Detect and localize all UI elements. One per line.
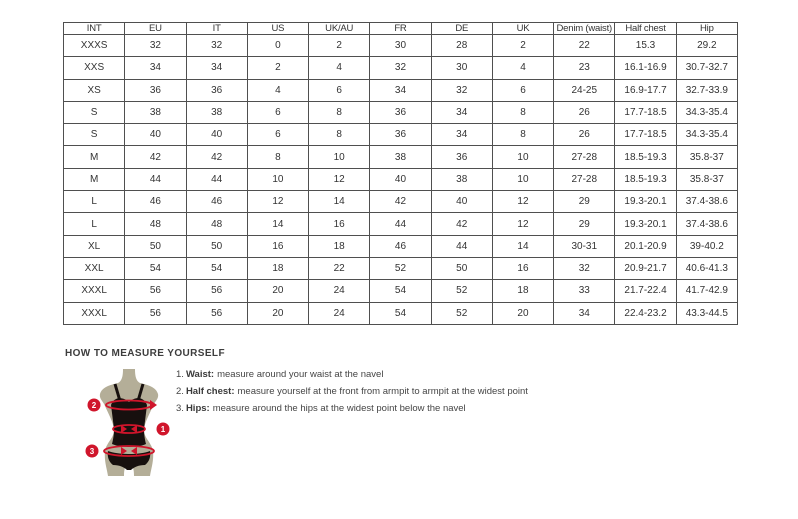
table-header-cell: EU [125, 23, 186, 35]
swimsuit-top-shape [111, 398, 147, 447]
table-cell: 30 [431, 57, 492, 79]
table-cell: 12 [492, 191, 553, 213]
table-cell: 8 [247, 146, 308, 168]
table-cell: 12 [492, 213, 553, 235]
table-cell: 14 [247, 213, 308, 235]
table-cell: 54 [370, 280, 431, 302]
table-cell: 34 [554, 302, 615, 324]
table-cell: 22.4-23.2 [615, 302, 676, 324]
table-cell: 38 [370, 146, 431, 168]
table-cell: 32 [186, 35, 247, 57]
table-cell: 36 [370, 124, 431, 146]
table-cell: 40 [186, 124, 247, 146]
table-cell: 34 [186, 57, 247, 79]
table-cell: 16.1-16.9 [615, 57, 676, 79]
table-cell: 2 [247, 57, 308, 79]
table-cell: S [64, 124, 125, 146]
table-cell: 6 [492, 79, 553, 101]
table-cell: 32 [554, 257, 615, 279]
step-text: measure around the hips at the widest point below the navel [212, 403, 466, 414]
table-cell: 38 [125, 101, 186, 123]
table-cell: 18.5-19.3 [615, 168, 676, 190]
table-header-row [64, 23, 738, 35]
table-cell: 4 [492, 57, 553, 79]
table-cell: 37.4-38.6 [676, 213, 737, 235]
table-cell: 10 [492, 168, 553, 190]
table-cell: 16 [247, 235, 308, 257]
table-row [64, 280, 738, 302]
table-cell: 12 [309, 168, 370, 190]
table-cell: 52 [431, 280, 492, 302]
table-cell: 29.2 [676, 35, 737, 57]
table-cell: 34 [431, 124, 492, 146]
table-cell: 6 [247, 124, 308, 146]
table-cell: 10 [309, 146, 370, 168]
table-cell: 52 [370, 257, 431, 279]
marker-number-chest: 2 [91, 401, 97, 410]
table-cell: 32 [431, 79, 492, 101]
table-cell: 38 [431, 168, 492, 190]
table-cell: 10 [492, 146, 553, 168]
table-cell: 29 [554, 213, 615, 235]
table-cell: 19.3-20.1 [615, 213, 676, 235]
table-cell: 43.3-44.5 [676, 302, 737, 324]
table-cell: 18 [309, 235, 370, 257]
step-number: 2. [176, 386, 184, 397]
table-cell: 40 [431, 191, 492, 213]
table-header-cell: Hip [676, 23, 737, 35]
measure-section-title: HOW TO MEASURE YOURSELF [65, 348, 225, 359]
step-text: measure around your waist at the navel [217, 369, 384, 380]
table-cell: 44 [125, 168, 186, 190]
table-cell: 29 [554, 191, 615, 213]
table-row [64, 101, 738, 123]
table-cell: 30.7-32.7 [676, 57, 737, 79]
table-cell: 27-28 [554, 146, 615, 168]
table-cell: 26 [554, 101, 615, 123]
table-cell: 24 [309, 280, 370, 302]
table-cell: 40 [125, 124, 186, 146]
table-row [64, 124, 738, 146]
table-header-cell: US [247, 23, 308, 35]
table-cell: 30 [370, 35, 431, 57]
table-cell: 18.5-19.3 [615, 146, 676, 168]
table-cell: XXS [64, 57, 125, 79]
table-cell: 38 [186, 101, 247, 123]
table-cell: M [64, 168, 125, 190]
table-cell: 14 [309, 191, 370, 213]
table-row [64, 191, 738, 213]
size-table-header [64, 23, 738, 35]
table-row [64, 35, 738, 57]
table-cell: 26 [554, 124, 615, 146]
step-label: Half chest: [185, 386, 235, 397]
table-cell: 16.9-17.7 [615, 79, 676, 101]
table-cell: 40.6-41.3 [676, 257, 737, 279]
table-cell: 34.3-35.4 [676, 101, 737, 123]
table-cell: 17.7-18.5 [615, 124, 676, 146]
table-cell: 48 [125, 213, 186, 235]
table-cell: 39-40.2 [676, 235, 737, 257]
table-cell: 2 [492, 35, 553, 57]
table-cell: 44 [370, 213, 431, 235]
table-cell: 8 [492, 101, 553, 123]
table-cell: 20 [247, 302, 308, 324]
table-cell: 50 [125, 235, 186, 257]
table-cell: 36 [186, 79, 247, 101]
table-cell: 33 [554, 280, 615, 302]
table-cell: 34 [125, 57, 186, 79]
table-cell: 15.3 [615, 35, 676, 57]
step-number: 1. [176, 369, 184, 380]
table-header-cell: IT [186, 23, 247, 35]
table-cell: XXXS [64, 35, 125, 57]
table-cell: 56 [125, 280, 186, 302]
table-header-cell: UK/AU [309, 23, 370, 35]
table-cell: 16 [492, 257, 553, 279]
table-cell: 32 [370, 57, 431, 79]
table-row [64, 257, 738, 279]
table-cell: 42 [370, 191, 431, 213]
marker-number-waist: 1 [160, 425, 166, 434]
marker-number-hips: 3 [89, 447, 95, 456]
table-cell: 6 [247, 101, 308, 123]
table-header-cell: UK [492, 23, 553, 35]
table-header-cell: FR [370, 23, 431, 35]
table-cell: 17.7-18.5 [615, 101, 676, 123]
table-cell: 6 [309, 79, 370, 101]
table-cell: 20.9-21.7 [615, 257, 676, 279]
measure-step-hips [176, 404, 596, 414]
table-cell: 32 [125, 35, 186, 57]
size-table-body [64, 35, 738, 325]
table-cell: XXXL [64, 280, 125, 302]
table-header-cell: Denim (waist) [554, 23, 615, 35]
table-cell: 54 [125, 257, 186, 279]
table-cell: 40 [370, 168, 431, 190]
table-header-cell: Half chest [615, 23, 676, 35]
measure-instructions [176, 370, 596, 421]
table-cell: 56 [186, 280, 247, 302]
measure-step-half-chest [176, 387, 596, 397]
table-cell: 46 [370, 235, 431, 257]
table-cell: 24 [309, 302, 370, 324]
table-cell: 56 [186, 302, 247, 324]
table-row [64, 168, 738, 190]
table-cell: 41.7-42.9 [676, 280, 737, 302]
step-label: Waist: [185, 369, 215, 380]
table-cell: 52 [431, 302, 492, 324]
table-cell: 56 [125, 302, 186, 324]
table-cell: 54 [370, 302, 431, 324]
table-cell: 12 [247, 191, 308, 213]
table-cell: 10 [247, 168, 308, 190]
table-cell: 8 [309, 101, 370, 123]
table-cell: XXL [64, 257, 125, 279]
table-cell: 24-25 [554, 79, 615, 101]
table-cell: 4 [309, 57, 370, 79]
table-cell: 4 [247, 79, 308, 101]
table-cell: 14 [492, 235, 553, 257]
table-cell: 2 [309, 35, 370, 57]
step-number: 3. [176, 403, 184, 414]
table-cell: XS [64, 79, 125, 101]
size-conversion-table [63, 22, 738, 325]
table-cell: 28 [431, 35, 492, 57]
table-cell: S [64, 101, 125, 123]
table-cell: 36 [125, 79, 186, 101]
table-row [64, 57, 738, 79]
table-cell: 34.3-35.4 [676, 124, 737, 146]
table-cell: 35.8-37 [676, 146, 737, 168]
table-cell: 35.8-37 [676, 168, 737, 190]
table-cell: 22 [554, 35, 615, 57]
table-cell: 16 [309, 213, 370, 235]
table-row [64, 79, 738, 101]
table-cell: 48 [186, 213, 247, 235]
table-cell: 34 [431, 101, 492, 123]
table-cell: 20.1-20.9 [615, 235, 676, 257]
table-cell: 8 [492, 124, 553, 146]
table-cell: 19.3-20.1 [615, 191, 676, 213]
table-cell: 44 [186, 168, 247, 190]
measurement-diagram [78, 366, 182, 482]
table-cell: 37.4-38.6 [676, 191, 737, 213]
table-cell: 46 [125, 191, 186, 213]
table-cell: 36 [370, 101, 431, 123]
table-cell: 20 [492, 302, 553, 324]
table-cell: 34 [370, 79, 431, 101]
table-row [64, 146, 738, 168]
table-cell: 21.7-22.4 [615, 280, 676, 302]
table-cell: XL [64, 235, 125, 257]
table-cell: 32.7-33.9 [676, 79, 737, 101]
table-cell: 0 [247, 35, 308, 57]
table-cell: 23 [554, 57, 615, 79]
table-cell: M [64, 146, 125, 168]
step-text: measure yourself at the front from armpit to armpit at the widest point [237, 386, 528, 397]
table-cell: 36 [431, 146, 492, 168]
table-cell: 18 [247, 257, 308, 279]
table-cell: 42 [125, 146, 186, 168]
measure-step-waist [176, 370, 596, 380]
table-cell: 42 [186, 146, 247, 168]
table-cell: 8 [309, 124, 370, 146]
table-cell: 22 [309, 257, 370, 279]
table-cell: 50 [431, 257, 492, 279]
table-cell: 27-28 [554, 168, 615, 190]
table-cell: 50 [186, 235, 247, 257]
table-cell: 18 [492, 280, 553, 302]
table-cell: 20 [247, 280, 308, 302]
table-cell: 46 [186, 191, 247, 213]
step-label: Hips: [185, 403, 210, 414]
table-header-cell: DE [431, 23, 492, 35]
table-header-cell: INT [64, 23, 125, 35]
table-cell: 30-31 [554, 235, 615, 257]
table-cell: 42 [431, 213, 492, 235]
table-cell: L [64, 191, 125, 213]
table-row [64, 213, 738, 235]
table-cell: XXXL [64, 302, 125, 324]
table-row [64, 235, 738, 257]
table-cell: 44 [431, 235, 492, 257]
table-cell: 54 [186, 257, 247, 279]
table-row [64, 302, 738, 324]
table-cell: L [64, 213, 125, 235]
